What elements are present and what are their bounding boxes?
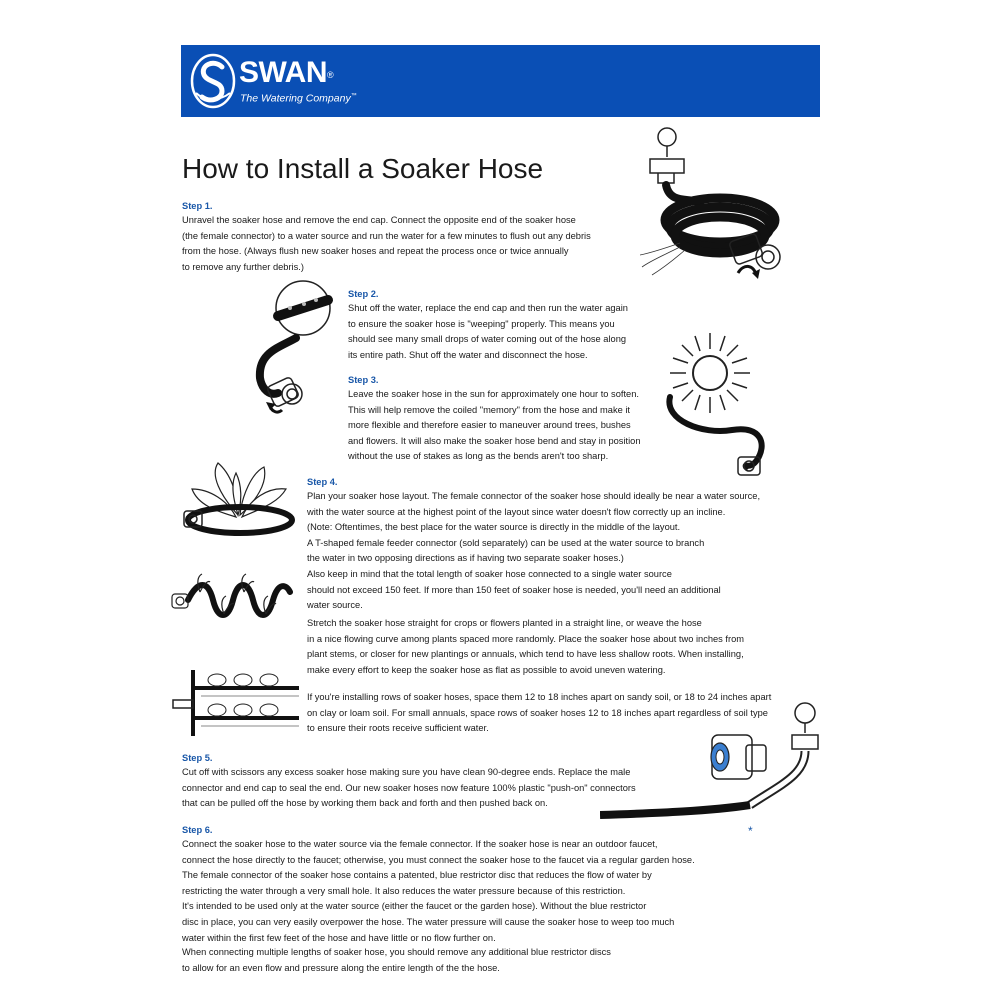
step-5-label: Step 5. bbox=[182, 753, 213, 763]
brand-name: SWAN® bbox=[239, 56, 334, 89]
step-4-label: Step 4. bbox=[307, 477, 338, 487]
hose-weave-illustration bbox=[168, 570, 298, 625]
step-4 bbox=[307, 475, 797, 614]
hose-rows-illustration bbox=[165, 668, 305, 738]
step-6-paragraph-2: When connecting multiple lengths of soaker hose, you should remove any additional blue restrictor discs to allow for an even flow and pressure along the entire length of the the hose. bbox=[182, 947, 611, 973]
step-1-label: Step 1. bbox=[182, 201, 213, 211]
step-4-paragraph-3: If you're installing rows of soaker hoses, space them 12 to 18 inches apart on sandy soil, or 18 to 24 inches apart on clay or loam soil. For small annuals, space rows of soaker hoses 12 to 18 inches apart regardless of soil type to ensure their roots receive sufficient water. bbox=[307, 692, 772, 734]
step-1 bbox=[182, 199, 632, 275]
step-6 bbox=[182, 823, 742, 946]
sun-hose-illustration bbox=[662, 325, 772, 485]
faucet-coiled-hose-illustration bbox=[640, 125, 790, 290]
step-4-text: Plan your soaker hose layout. The female connector of the soaker hose should ideally be near a water source, with the water source at the highest point of the layout since water doesn't flow correctly up an incline. (Note: Oftentimes, the best place for the water source is directly in the middle of the layout. A T-shaped female feeder connector (sold separately) can be used at the water source to branch the water in two opposing directions as if having two separate soaker hoses.) Also keep in mind that the total length of soaker hose connected to a single water source should not exceed 150 feet. If more than 150 feet of soaker hose is needed, you'll need an additional water source. bbox=[307, 491, 761, 611]
restrictor-marker: * bbox=[748, 824, 753, 838]
step-2-text: Shut off the water, replace the end cap and then run the water again to ensure the soaker hose is "weeping" properly. This means you should see many small drops of water coming out of the hose along its entire path. Shut off the water and disconnect the hose. bbox=[348, 303, 628, 360]
step-2 bbox=[348, 287, 678, 363]
step-4-paragraph-2: Stretch the soaker hose straight for crops or flowers planted in a straight line, or weave the hose in a nice flowing curve among plants spaced more randomly. Place the soaker hose about two inches from plant stems, or closer for new plantings or annuals, which tend to have less shallow roots. When installing, make every effort to keep the soaker hose as flat as possible to avoid uneven watering. bbox=[307, 618, 745, 675]
step-3 bbox=[348, 373, 678, 465]
step-6-text: Connect the soaker hose to the water source via the female connector. If the soaker hose is near an outdoor faucet, connect the hose directly to the faucet; otherwise, you must connect the soaker hose to the faucet via a regular garden hose. The female connector of the soaker hose contains a patented, blue restrictor disc that reduces the flow of water by restricting the water through a very small hole. It also reduces the water pressure because of this restriction. It's intended to be used only at the water source (either the faucet or the garden hose). Without the blue restrictor disc in place, you can very easily overpower the hose. The water pressure will cause the soaker hose to weep too much water within the first few feet of the hose and have little or no flow further on. bbox=[182, 839, 695, 943]
restrictor-disc-illustration bbox=[600, 695, 830, 840]
page-title: How to Install a Soaker Hose bbox=[182, 153, 544, 184]
step-3-label: Step 3. bbox=[348, 375, 379, 385]
step-2-label: Step 2. bbox=[348, 289, 379, 299]
swan-logo-icon bbox=[190, 53, 236, 109]
brand-tagline: The Watering Company™ bbox=[240, 92, 357, 105]
plant-hose-ring-illustration bbox=[180, 455, 300, 540]
header-banner bbox=[181, 45, 820, 117]
step-5-text: Cut off with scissors any excess soaker hose making sure you have clean 90-degree ends. Replace the male connector and end cap to seal the end. Our new soaker hoses now feature 100% plastic "push-on" connectors that can be pulled off the hose by working them back and forth and then pushed back on. bbox=[182, 767, 636, 809]
step-1-text: Unravel the soaker hose and remove the end cap. Connect the opposite end of the soaker hose (the female connector) to a water source and run the water for a few minutes to flush out any debris from the hose. (Always flush new soaker hoses and repeat the process once or twice annually to remove any further debris.) bbox=[182, 215, 591, 272]
step-3-text: Leave the soaker hose in the sun for approximately one hour to soften. This will help remove the coiled "memory" from the hose and make it more flexible and therefore easier to maneuver around trees, bushes and flowers. It will also make the soaker hose bend and stay in position without the use of stakes as long as the bends aren't too sharp. bbox=[348, 389, 641, 462]
weeping-hose-illustration bbox=[248, 278, 346, 418]
step-6-label: Step 6. bbox=[182, 825, 213, 835]
